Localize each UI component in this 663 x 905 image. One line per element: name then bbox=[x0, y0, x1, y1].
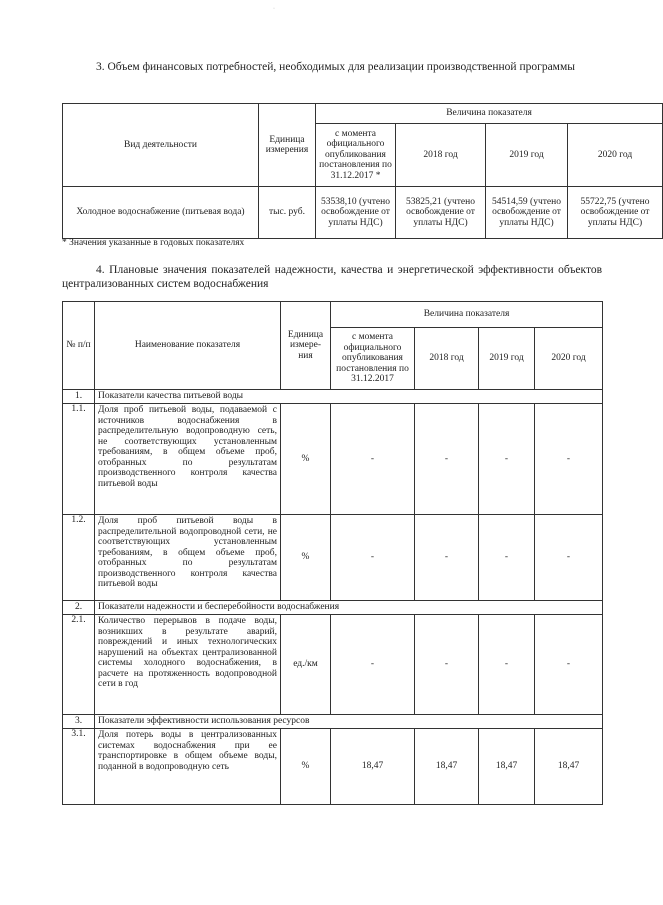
table-row: 1.1. Доля проб питьевой воды, подаваемой с источников водоснабжения в распределительную водопроводную сеть, не соответствующих установленным требованиям, в общем объеме проб, отобранных по результатам производственного контроля качества питьевой воды % - - - - bbox=[63, 404, 603, 515]
col-since: с момента официального опубликования постановления по 31.12.2017 * bbox=[316, 124, 396, 187]
indicator-name: Количество перерывов в подаче воды, возникших в результате аварий, повреждений и иных технологических нарушений на объектах централизованной системы холодного водоснабжения, в расчете на протяженность водопроводной сети в год bbox=[95, 615, 281, 715]
cell-2019: 54514,59 (учтено освобождение от уплаты НДС) bbox=[486, 187, 568, 239]
col-2019: 2019 год bbox=[479, 328, 535, 390]
col-2020: 2020 год bbox=[535, 328, 603, 390]
col-2018: 2018 год bbox=[396, 124, 486, 187]
col-name: Наименование показателя bbox=[95, 302, 281, 390]
table-row: 1.2. Доля проб питьевой воды в распределительной водопроводной сети, не соответствующих установленным требованиям, в общем объеме проб, отобранных по результатам производственного контроля качества питьевой воды % - - - - bbox=[63, 515, 603, 601]
table-row: 3.1. Доля потерь воды в централизованных системах водоснабжения при ее транспортировке в общем объеме воды, поданной в водопроводную сеть % 18,47 18,47 18,47 18,47 bbox=[63, 729, 603, 805]
indicator-name: Доля потерь воды в централизованных системах водоснабжения при ее транспортировке в общем объеме воды, поданной в водопроводную сеть bbox=[95, 729, 281, 805]
col-value-group: Величина показателя bbox=[316, 104, 663, 124]
cell-unit: тыс. руб. bbox=[259, 187, 316, 239]
col-num: № п/п bbox=[63, 302, 95, 390]
col-unit: Единица измере-ния bbox=[281, 302, 331, 390]
col-2018: 2018 год bbox=[415, 328, 479, 390]
col-unit: Единица измерения bbox=[259, 104, 316, 187]
col-2020: 2020 год bbox=[568, 124, 663, 187]
cell-activity: Холодное водоснабжение (питьевая вода) bbox=[63, 187, 259, 239]
col-since: с момента официального опубликования постановления по 31.12.2017 bbox=[331, 328, 415, 390]
scan-speck: · bbox=[273, 6, 275, 12]
col-activity: Вид деятельности bbox=[63, 104, 259, 187]
group-row: 2. Показатели надежности и бесперебойности водоснабжения bbox=[63, 601, 603, 615]
footnote: * Значения указанные в годовых показателях bbox=[62, 238, 245, 248]
group-row: 3. Показатели эффективности использования ресурсов bbox=[63, 715, 603, 729]
financial-needs-table bbox=[62, 103, 663, 239]
table-row: 2.1. Количество перерывов в подаче воды, возникших в результате аварий, повреждений и иных технологических нарушений на объектах централизованной системы холодного водоснабжения, в расчете на протяженность водопроводной сети в год ед./км - - - - bbox=[63, 615, 603, 715]
section-4-title: 4. Плановые значения показателей надежности, качества и энергетической эффективности объектов централизованных систем водоснабжения bbox=[62, 264, 602, 290]
cell-2020: 55722,75 (учтено освобождение от уплаты НДС) bbox=[568, 187, 663, 239]
col-value-group: Величина показателя bbox=[331, 302, 603, 328]
indicator-name: Доля проб питьевой воды, подаваемой с источников водоснабжения в распределительную водопроводную сеть, не соответствующих установленным требованиям, в общем объеме проб, отобранных по результатам производственного контроля качества питьевой воды bbox=[95, 404, 281, 515]
cell-2018: 53825,21 (учтено освобождение от уплаты НДС) bbox=[396, 187, 486, 239]
table-row bbox=[63, 187, 663, 239]
section-3-title: 3. Объем финансовых потребностей, необходимых для реализации производственной программы bbox=[96, 61, 575, 73]
indicator-name: Доля проб питьевой воды в распределительной водопроводной сети, не соответствующих установленным требованиям, в общем объеме проб, отобранных по результатам производственного контроля качества питьевой воды bbox=[95, 515, 281, 601]
col-2019: 2019 год bbox=[486, 124, 568, 187]
indicators-table bbox=[62, 301, 603, 805]
group-row: 1. Показатели качества питьевой воды bbox=[63, 390, 603, 404]
cell-since: 53538,10 (учтено освобождение от уплаты НДС) bbox=[316, 187, 396, 239]
